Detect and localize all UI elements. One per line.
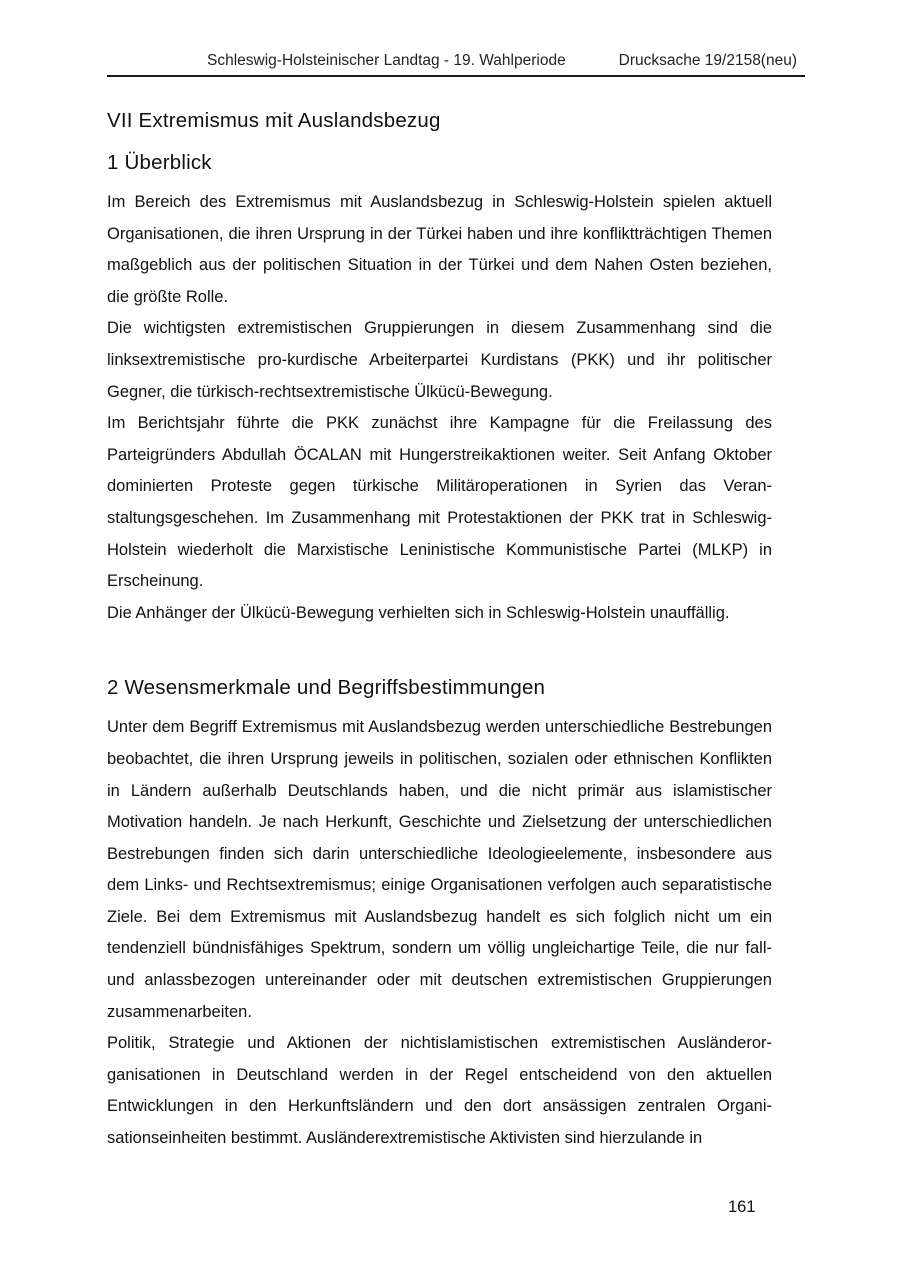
page-body [107,103,772,1155]
page-number: 161 [728,1198,756,1216]
paragraph: Im Bereich des Extremismus mit Auslandsbezug in Schleswig-Holstein spielen aktuell Organisationen, die ihren Ursprung in der Türkei haben und ihre konfliktträchtigen Themen maßgeblich aus der politischen Situation in der Türkei und dem Nahen Osten beziehen, die größte Rolle. [107,193,772,306]
paragraph: Im Berichtsjahr führte die PKK zunächst ihre Kampagne für die Freilassung des Parteigründers Abdullah ÖCALAN mit Hungerstreikaktionen weiter. Seit Anfang Oktober dominierten Proteste gegen türkische Militäroperationen in Syrien das Veranstaltungsgeschehen. Im Zusammenhang mit Protestaktionen der PKK trat in Schleswig-Holstein wiederholt die Marxistische Leninistische Kommunistische Partei (MLKP) in Erscheinung. [107,414,772,591]
running-header [107,47,805,77]
paragraph: Politik, Strategie und Aktionen der nichtislamistischen extremistischen Ausländerorganisationen in Deutschland werden in der Regel entscheidend von den aktuellen Entwicklungen in den Herkunftsländern und den dort ansässigen zentralen Organisationseinheiten bestimmt. Ausländerextremistische Aktivisten sind hierzulande in [107,1034,772,1148]
section-title-overview: 1 Überblick [107,151,212,174]
paragraph: Die wichtigsten extremistischen Gruppierungen in diesem Zusammenhang sind die linksextremistische pro-kurdische Arbeiterpartei Kurdistans (PKK) und ihr politischer Gegner, die türkisch-rechtsextremistische Ülkücü-Bewegung. [107,319,772,401]
paragraph: Unter dem Begriff Extremismus mit Auslandsbezug werden unterschiedliche Bestrebungen beobachtet, die ihren Ursprung jeweils in politischen, sozialen oder ethnischen Konflikten in Ländern außerhalb Deutschlands haben, und die nicht primär aus islamistischer Motivation handeln. Je nach Herkunft, Geschichte und Zielsetzung der unterschiedlichen Bestrebungen finden sich darin unterschiedliche Ideologieelemente, insbesondere aus dem Links- und Rechtsextremismus; einige Organisationen verfolgen auch separatistische Ziele. Bei dem Extremismus mit Auslandsbezug handelt es sich folglich nicht um ein tendenziell bündnisfähiges Spektrum, sondern um völlig ungleichartige Teile, die nur fall- und anlassbezogen untereinander oder mit deutschen extremistischen Gruppierungen zusammenarbeiten. [107,718,772,1021]
header-document-number: Drucksache 19/2158(neu) [618,52,797,69]
header-parliament-title: Schleswig-Holsteinischer Landtag - 19. Wahlperiode [207,52,566,69]
section-title-definitions: 2 Wesensmerkmale und Begriffsbestimmungen [107,676,546,700]
chapter-title: VII Extremismus mit Auslandsbezug [107,109,441,132]
paragraph: Die Anhänger der Ülkücü-Bewegung verhielten sich in Schleswig-Holstein unauffällig. [107,603,730,622]
